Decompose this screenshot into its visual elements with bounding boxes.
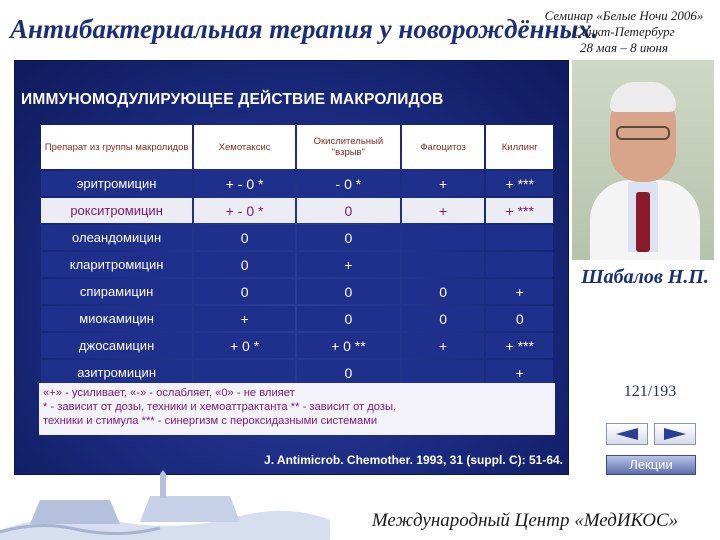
drug-name: миокамицин [41, 306, 192, 331]
slide-title: ИММУНОМОДУЛИРУЮЩЕЕ ДЕЙСТВИЕ МАКРОЛИДОВ [21, 91, 444, 108]
table-header-phagocytosis: Фагоцитоз [402, 125, 485, 169]
seminar-city: Санкт-Петербург [573, 24, 675, 39]
drug-name: джосамицин [41, 333, 192, 358]
citation: J. Antimicrob. Chemother. 1993, 31 (suppl. C): 51-64. [264, 453, 563, 467]
table-cell: 0 [402, 306, 485, 331]
table-row [41, 306, 553, 331]
table-cell: + *** [486, 171, 553, 196]
table-row [41, 252, 553, 277]
table-header-killing: Киллинг [486, 125, 553, 169]
arrow-left-icon [614, 427, 640, 441]
table-cell: 0 [297, 225, 400, 250]
seminar-dates: 28 мая – 8 июня [580, 40, 668, 55]
drug-name: олеандомицин [41, 225, 192, 250]
table-row [41, 279, 553, 304]
table-cell: 0 [402, 279, 485, 304]
table-header-chemotaxis: Хемотаксис [194, 125, 295, 169]
footnote-line: «+» - усиливает, «-» - ослабляет, «0» - не влияет [43, 387, 295, 399]
drug-name: азитромицин [41, 360, 192, 385]
footnote-line: техники и стимула *** - синергизм с пероксидазными системами [43, 415, 378, 427]
table-cell: + - 0 * [194, 171, 295, 196]
table-cell: + 0 ** [297, 333, 400, 358]
table-cell: + - 0 * [194, 198, 295, 223]
table-cell: 0 [194, 279, 295, 304]
slide-panel [14, 60, 569, 475]
table-row [41, 198, 553, 223]
table-cell: + [486, 360, 553, 385]
table-cell: 0 [297, 360, 400, 385]
table-cell [402, 360, 485, 385]
legend-footnote [39, 383, 555, 435]
author-photo [572, 60, 714, 260]
table-cell: + *** [486, 333, 553, 358]
seminar-name: Семинар «Белые Ночи 2006» [544, 8, 704, 23]
table-row [41, 171, 553, 196]
table-row [41, 333, 553, 358]
table-cell: + *** [486, 198, 553, 223]
table-cell: 0 [486, 306, 553, 331]
table-cell [486, 252, 553, 277]
footnote-line: * - зависит от дозы, техники и хемоаттрактанта ** - зависит от дозы, [43, 401, 397, 413]
table-cell: 0 [297, 279, 400, 304]
bridge-watermark [0, 470, 330, 540]
arrow-right-icon [662, 427, 688, 441]
table-header-drug: Препарат из группы макролидов [41, 125, 192, 169]
table-cell: + [402, 198, 485, 223]
table-cell: 0 [194, 252, 295, 277]
seminar-info [533, 8, 715, 56]
table-cell: + [402, 333, 485, 358]
drug-name: рокситромицин [41, 198, 192, 223]
table-header-oxidative-burst: Окислительный "взрыв" [297, 125, 400, 169]
drug-name: кларитромицин [41, 252, 192, 277]
footer-organization: Международный Центр «МедИКОС» [371, 510, 679, 531]
table-cell: - 0 * [297, 171, 400, 196]
table-row [41, 360, 553, 385]
next-slide-button[interactable] [654, 423, 696, 445]
table-cell [486, 225, 553, 250]
table-cell: + [297, 252, 400, 277]
table-cell [402, 225, 485, 250]
table-cell [402, 252, 485, 277]
lectures-button[interactable]: Лекции [606, 455, 696, 475]
drug-name: эритромицин [41, 171, 192, 196]
page-title: Антибактериальная терапия у новорождённых. [10, 14, 599, 44]
table-cell: 0 [194, 225, 295, 250]
table-cell: + 0 * [194, 333, 295, 358]
table-cell: + [194, 306, 295, 331]
table-cell [194, 360, 295, 385]
table-row [41, 225, 553, 250]
macrolides-table [39, 123, 555, 387]
table-cell: 0 [297, 306, 400, 331]
table-cell: + [486, 279, 553, 304]
table-cell: + [402, 171, 485, 196]
drug-name: спирамицин [41, 279, 192, 304]
previous-slide-button[interactable] [606, 423, 648, 445]
page-counter: 121/193 [623, 383, 677, 400]
table-cell: 0 [297, 198, 400, 223]
author-name: Шабалов Н.П. [581, 266, 709, 288]
